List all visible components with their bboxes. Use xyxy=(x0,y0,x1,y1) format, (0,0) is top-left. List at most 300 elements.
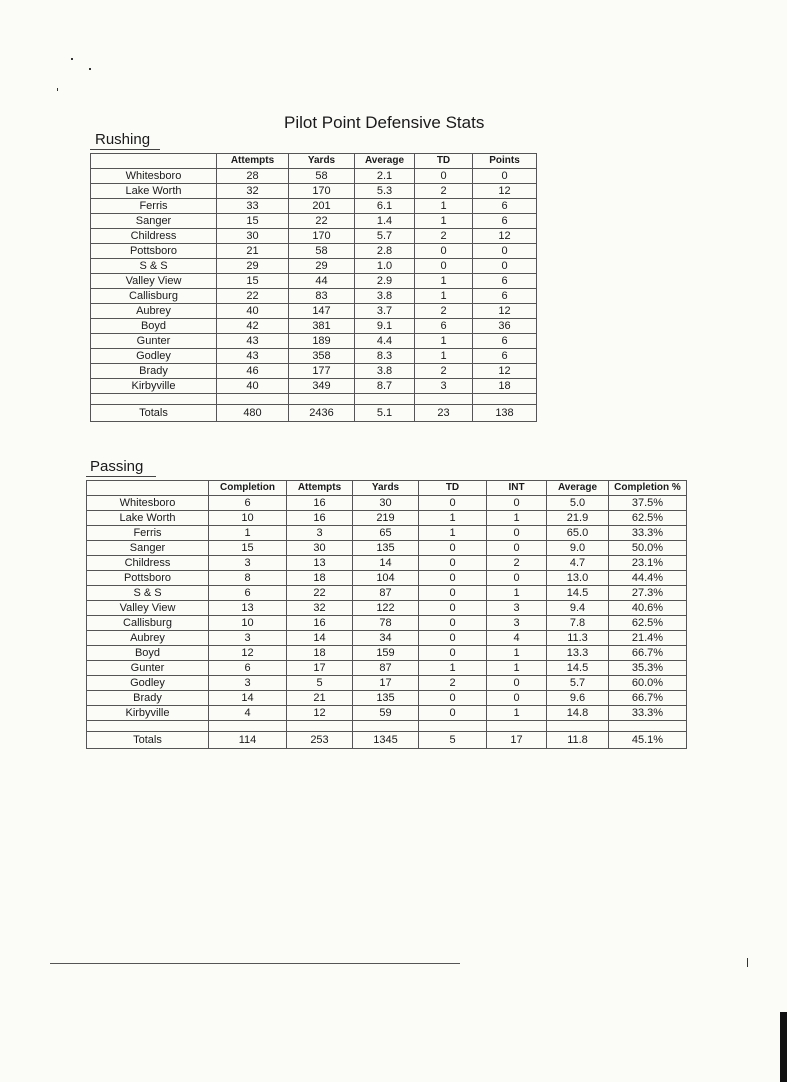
table-row xyxy=(87,676,687,691)
passing-section-rule xyxy=(86,476,156,477)
stat-cell: 30 xyxy=(353,496,419,511)
team-name-cell: Gunter xyxy=(91,334,217,349)
table-row xyxy=(91,184,537,199)
stat-cell: 1 xyxy=(415,274,473,289)
stat-cell: 62.5% xyxy=(609,511,687,526)
stat-cell: 14.5 xyxy=(547,661,609,676)
scan-speck xyxy=(89,68,91,70)
stat-cell: 0 xyxy=(487,496,547,511)
stat-cell: 0 xyxy=(419,616,487,631)
stat-cell: 3.7 xyxy=(355,304,415,319)
team-name-cell: Kirbyville xyxy=(91,379,217,394)
team-name-cell: Lake Worth xyxy=(87,511,209,526)
stat-cell: 3 xyxy=(287,526,353,541)
stat-cell: 5.3 xyxy=(355,184,415,199)
stat-cell: 0 xyxy=(473,169,537,184)
table-row xyxy=(87,601,687,616)
stat-cell: 23.1% xyxy=(609,556,687,571)
total-cell: 480 xyxy=(217,405,289,422)
totals-row xyxy=(87,732,687,749)
stat-cell: 1 xyxy=(209,526,287,541)
stat-cell: 9.1 xyxy=(355,319,415,334)
stat-cell: 33 xyxy=(217,199,289,214)
stat-cell: 30 xyxy=(217,229,289,244)
stat-cell: 0 xyxy=(419,646,487,661)
column-header: Average xyxy=(547,481,609,496)
stat-cell: 59 xyxy=(353,706,419,721)
total-cell: 1345 xyxy=(353,732,419,749)
totals-row xyxy=(91,405,537,422)
empty-cell xyxy=(289,394,355,405)
stat-cell: 3 xyxy=(487,616,547,631)
stat-cell: 9.4 xyxy=(547,601,609,616)
stat-cell: 8.7 xyxy=(355,379,415,394)
passing-header-row xyxy=(87,481,687,496)
table-row xyxy=(91,214,537,229)
stat-cell: 4.7 xyxy=(547,556,609,571)
stat-cell: 177 xyxy=(289,364,355,379)
stat-cell: 0 xyxy=(419,631,487,646)
table-row xyxy=(91,319,537,334)
stat-cell: 0 xyxy=(419,496,487,511)
stat-cell: 2 xyxy=(419,676,487,691)
stat-cell: 9.6 xyxy=(547,691,609,706)
stat-cell: 159 xyxy=(353,646,419,661)
stat-cell: 40 xyxy=(217,304,289,319)
stat-cell: 6 xyxy=(415,319,473,334)
empty-cell xyxy=(87,721,209,732)
stat-cell: 14.8 xyxy=(547,706,609,721)
team-name-cell: Pottsboro xyxy=(91,244,217,259)
stat-cell: 21 xyxy=(287,691,353,706)
stat-cell: 122 xyxy=(353,601,419,616)
stat-cell: 46 xyxy=(217,364,289,379)
stat-cell: 22 xyxy=(289,214,355,229)
stat-cell: 65 xyxy=(353,526,419,541)
stat-cell: 50.0% xyxy=(609,541,687,556)
stat-cell: 58 xyxy=(289,244,355,259)
stat-cell: 381 xyxy=(289,319,355,334)
stat-cell: 201 xyxy=(289,199,355,214)
stat-cell: 6 xyxy=(473,214,537,229)
empty-cell xyxy=(547,721,609,732)
stat-cell: 16 xyxy=(287,616,353,631)
empty-cell xyxy=(415,394,473,405)
column-header: Points xyxy=(473,154,537,169)
stat-cell: 10 xyxy=(209,511,287,526)
stat-cell: 0 xyxy=(419,571,487,586)
stat-cell: 29 xyxy=(217,259,289,274)
stat-cell: 1 xyxy=(415,289,473,304)
stat-cell: 0 xyxy=(415,244,473,259)
stat-cell: 21 xyxy=(217,244,289,259)
stat-cell: 1 xyxy=(487,586,547,601)
empty-cell xyxy=(287,721,353,732)
stat-cell: 32 xyxy=(287,601,353,616)
spacer-row xyxy=(87,721,687,732)
table-row xyxy=(87,706,687,721)
team-name-cell: Brady xyxy=(91,364,217,379)
spacer-row xyxy=(91,394,537,405)
stat-cell: 147 xyxy=(289,304,355,319)
stat-cell: 6 xyxy=(209,661,287,676)
stat-cell: 40 xyxy=(217,379,289,394)
rushing-section-label: Rushing xyxy=(95,131,151,148)
scan-speck xyxy=(71,58,73,60)
team-name-cell: Callisburg xyxy=(87,616,209,631)
total-cell: 2436 xyxy=(289,405,355,422)
stat-cell: 2.8 xyxy=(355,244,415,259)
stat-cell: 170 xyxy=(289,184,355,199)
stat-cell: 0 xyxy=(415,259,473,274)
stat-cell: 36 xyxy=(473,319,537,334)
total-cell: 45.1% xyxy=(609,732,687,749)
empty-cell xyxy=(419,721,487,732)
team-name-cell: S & S xyxy=(91,259,217,274)
stat-cell: 4 xyxy=(487,631,547,646)
table-row xyxy=(87,511,687,526)
stat-cell: 17 xyxy=(353,676,419,691)
team-name-cell: Sanger xyxy=(87,541,209,556)
rushing-table xyxy=(90,153,537,422)
team-name-cell: Gunter xyxy=(87,661,209,676)
stat-cell: 2 xyxy=(415,229,473,244)
stat-cell: 349 xyxy=(289,379,355,394)
table-row xyxy=(87,541,687,556)
stat-cell: 30 xyxy=(287,541,353,556)
total-cell: 5.1 xyxy=(355,405,415,422)
table-row xyxy=(91,304,537,319)
team-name-cell: Whitesboro xyxy=(87,496,209,511)
page-title: Pilot Point Defensive Stats xyxy=(284,113,485,132)
stat-cell: 0 xyxy=(487,526,547,541)
passing-table xyxy=(86,480,687,749)
rushing-header-row xyxy=(91,154,537,169)
team-name-cell: Godley xyxy=(87,676,209,691)
stat-cell: 0 xyxy=(415,169,473,184)
team-name-cell: Aubrey xyxy=(91,304,217,319)
empty-cell xyxy=(91,394,217,405)
stat-cell: 33.3% xyxy=(609,526,687,541)
stat-cell: 3 xyxy=(209,631,287,646)
stat-cell: 13.0 xyxy=(547,571,609,586)
column-header: Average xyxy=(355,154,415,169)
table-row xyxy=(91,349,537,364)
team-name-cell: Valley View xyxy=(87,601,209,616)
stat-cell: 3 xyxy=(209,556,287,571)
stat-cell: 37.5% xyxy=(609,496,687,511)
table-row xyxy=(87,526,687,541)
empty-cell xyxy=(487,721,547,732)
table-row xyxy=(91,334,537,349)
stat-cell: 1 xyxy=(419,661,487,676)
table-row xyxy=(91,259,537,274)
stat-cell: 7.8 xyxy=(547,616,609,631)
table-row xyxy=(91,364,537,379)
column-header: Yards xyxy=(353,481,419,496)
empty-cell xyxy=(217,394,289,405)
stat-cell: 170 xyxy=(289,229,355,244)
stat-cell: 16 xyxy=(287,496,353,511)
stat-cell: 1.0 xyxy=(355,259,415,274)
total-cell: 114 xyxy=(209,732,287,749)
footer-rule xyxy=(50,963,460,964)
stat-cell: 0 xyxy=(473,244,537,259)
scan-edge-shadow xyxy=(780,1012,787,1082)
stat-cell: 0 xyxy=(419,601,487,616)
empty-cell xyxy=(209,721,287,732)
stat-cell: 6 xyxy=(209,496,287,511)
stat-cell: 1 xyxy=(419,526,487,541)
stat-cell: 83 xyxy=(289,289,355,304)
stat-cell: 43 xyxy=(217,334,289,349)
stat-cell: 2.9 xyxy=(355,274,415,289)
stat-cell: 35.3% xyxy=(609,661,687,676)
team-column-header xyxy=(91,154,217,169)
stat-cell: 3.8 xyxy=(355,364,415,379)
team-name-cell: Godley xyxy=(91,349,217,364)
stat-cell: 1 xyxy=(487,511,547,526)
stat-cell: 2 xyxy=(415,304,473,319)
stat-cell: 0 xyxy=(419,691,487,706)
stat-cell: 12 xyxy=(473,364,537,379)
team-name-cell: Lake Worth xyxy=(91,184,217,199)
stat-cell: 60.0% xyxy=(609,676,687,691)
stat-cell: 8 xyxy=(209,571,287,586)
stat-cell: 6.1 xyxy=(355,199,415,214)
stat-cell: 34 xyxy=(353,631,419,646)
total-cell: 17 xyxy=(487,732,547,749)
table-row xyxy=(91,169,537,184)
table-row xyxy=(87,631,687,646)
stat-cell: 2.1 xyxy=(355,169,415,184)
stat-cell: 104 xyxy=(353,571,419,586)
stat-cell: 5 xyxy=(287,676,353,691)
stat-cell: 5.0 xyxy=(547,496,609,511)
stat-cell: 135 xyxy=(353,541,419,556)
stat-cell: 15 xyxy=(209,541,287,556)
stat-cell: 13 xyxy=(287,556,353,571)
stat-cell: 44 xyxy=(289,274,355,289)
stat-cell: 1 xyxy=(415,349,473,364)
totals-label: Totals xyxy=(91,405,217,422)
stat-cell: 22 xyxy=(287,586,353,601)
stat-cell: 10 xyxy=(209,616,287,631)
column-header: Attempts xyxy=(287,481,353,496)
table-row xyxy=(91,289,537,304)
stat-cell: 62.5% xyxy=(609,616,687,631)
team-name-cell: Brady xyxy=(87,691,209,706)
table-row xyxy=(87,556,687,571)
stat-cell: 0 xyxy=(487,691,547,706)
empty-cell xyxy=(609,721,687,732)
stat-cell: 14 xyxy=(353,556,419,571)
team-name-cell: Valley View xyxy=(91,274,217,289)
rushing-section-rule xyxy=(90,149,160,150)
stat-cell: 15 xyxy=(217,274,289,289)
stat-cell: 18 xyxy=(287,571,353,586)
stat-cell: 12 xyxy=(473,304,537,319)
stat-cell: 2 xyxy=(415,364,473,379)
table-row xyxy=(91,229,537,244)
totals-label: Totals xyxy=(87,732,209,749)
stat-cell: 42 xyxy=(217,319,289,334)
column-header: INT xyxy=(487,481,547,496)
team-column-header xyxy=(87,481,209,496)
stat-cell: 1 xyxy=(487,661,547,676)
stat-cell: 66.7% xyxy=(609,646,687,661)
team-name-cell: Childress xyxy=(87,556,209,571)
total-cell: 253 xyxy=(287,732,353,749)
scan-speck xyxy=(57,88,58,91)
stat-cell: 33.3% xyxy=(609,706,687,721)
stat-cell: 3.8 xyxy=(355,289,415,304)
stat-cell: 0 xyxy=(419,556,487,571)
stat-cell: 18 xyxy=(287,646,353,661)
stat-cell: 1 xyxy=(487,646,547,661)
team-name-cell: Callisburg xyxy=(91,289,217,304)
stat-cell: 87 xyxy=(353,661,419,676)
stat-cell: 21.9 xyxy=(547,511,609,526)
team-name-cell: Boyd xyxy=(87,646,209,661)
empty-cell xyxy=(355,394,415,405)
total-cell: 138 xyxy=(473,405,537,422)
stat-cell: 44.4% xyxy=(609,571,687,586)
table-row xyxy=(87,646,687,661)
stat-cell: 3 xyxy=(415,379,473,394)
table-row xyxy=(87,586,687,601)
stat-cell: 358 xyxy=(289,349,355,364)
stat-cell: 58 xyxy=(289,169,355,184)
table-row xyxy=(87,691,687,706)
stat-cell: 9.0 xyxy=(547,541,609,556)
team-name-cell: Pottsboro xyxy=(87,571,209,586)
stat-cell: 5.7 xyxy=(547,676,609,691)
team-name-cell: Ferris xyxy=(91,199,217,214)
passing-section-label: Passing xyxy=(90,458,144,475)
stat-cell: 12 xyxy=(473,229,537,244)
stat-cell: 2 xyxy=(415,184,473,199)
table-row xyxy=(91,379,537,394)
stat-cell: 29 xyxy=(289,259,355,274)
column-header: TD xyxy=(419,481,487,496)
column-header: Yards xyxy=(289,154,355,169)
empty-cell xyxy=(353,721,419,732)
table-row xyxy=(87,661,687,676)
stat-cell: 0 xyxy=(487,541,547,556)
column-header: Completion % xyxy=(609,481,687,496)
stat-cell: 87 xyxy=(353,586,419,601)
stat-cell: 0 xyxy=(419,541,487,556)
stat-cell: 0 xyxy=(487,571,547,586)
table-row xyxy=(91,274,537,289)
column-header: TD xyxy=(415,154,473,169)
stat-cell: 13.3 xyxy=(547,646,609,661)
stat-cell: 22 xyxy=(217,289,289,304)
stat-cell: 1 xyxy=(415,199,473,214)
total-cell: 23 xyxy=(415,405,473,422)
stat-cell: 14.5 xyxy=(547,586,609,601)
stat-cell: 14 xyxy=(287,631,353,646)
stat-cell: 12 xyxy=(287,706,353,721)
stat-cell: 4 xyxy=(209,706,287,721)
team-name-cell: Whitesboro xyxy=(91,169,217,184)
stat-cell: 0 xyxy=(419,706,487,721)
total-cell: 5 xyxy=(419,732,487,749)
stat-cell: 1 xyxy=(419,511,487,526)
stat-cell: 14 xyxy=(209,691,287,706)
stat-cell: 16 xyxy=(287,511,353,526)
stat-cell: 0 xyxy=(487,676,547,691)
stat-cell: 1 xyxy=(487,706,547,721)
stat-cell: 12 xyxy=(209,646,287,661)
stat-cell: 3 xyxy=(487,601,547,616)
scan-speck xyxy=(747,958,748,967)
team-name-cell: Kirbyville xyxy=(87,706,209,721)
team-name-cell: Childress xyxy=(91,229,217,244)
stat-cell: 18 xyxy=(473,379,537,394)
stat-cell: 43 xyxy=(217,349,289,364)
stat-cell: 219 xyxy=(353,511,419,526)
stat-cell: 2 xyxy=(487,556,547,571)
stat-cell: 0 xyxy=(473,259,537,274)
column-header: Attempts xyxy=(217,154,289,169)
column-header: Completion xyxy=(209,481,287,496)
stat-cell: 12 xyxy=(473,184,537,199)
stat-cell: 3 xyxy=(209,676,287,691)
stat-cell: 8.3 xyxy=(355,349,415,364)
stat-cell: 6 xyxy=(473,349,537,364)
stat-cell: 17 xyxy=(287,661,353,676)
stat-cell: 0 xyxy=(419,586,487,601)
team-name-cell: Sanger xyxy=(91,214,217,229)
table-row xyxy=(91,244,537,259)
stat-cell: 66.7% xyxy=(609,691,687,706)
table-row xyxy=(87,571,687,586)
team-name-cell: Aubrey xyxy=(87,631,209,646)
stat-cell: 13 xyxy=(209,601,287,616)
stat-cell: 6 xyxy=(473,199,537,214)
stat-cell: 1.4 xyxy=(355,214,415,229)
empty-cell xyxy=(473,394,537,405)
stat-cell: 1 xyxy=(415,214,473,229)
table-row xyxy=(87,496,687,511)
stat-cell: 27.3% xyxy=(609,586,687,601)
stat-cell: 28 xyxy=(217,169,289,184)
stat-cell: 5.7 xyxy=(355,229,415,244)
team-name-cell: Boyd xyxy=(91,319,217,334)
stat-cell: 189 xyxy=(289,334,355,349)
stat-cell: 1 xyxy=(415,334,473,349)
team-name-cell: Ferris xyxy=(87,526,209,541)
stat-cell: 21.4% xyxy=(609,631,687,646)
stat-cell: 32 xyxy=(217,184,289,199)
stat-cell: 4.4 xyxy=(355,334,415,349)
stat-cell: 40.6% xyxy=(609,601,687,616)
stat-cell: 6 xyxy=(473,274,537,289)
total-cell: 11.8 xyxy=(547,732,609,749)
stat-cell: 6 xyxy=(209,586,287,601)
stat-cell: 135 xyxy=(353,691,419,706)
stat-cell: 6 xyxy=(473,334,537,349)
stat-cell: 6 xyxy=(473,289,537,304)
stat-cell: 65.0 xyxy=(547,526,609,541)
stat-cell: 15 xyxy=(217,214,289,229)
table-row xyxy=(91,199,537,214)
team-name-cell: S & S xyxy=(87,586,209,601)
stat-cell: 11.3 xyxy=(547,631,609,646)
stat-cell: 78 xyxy=(353,616,419,631)
